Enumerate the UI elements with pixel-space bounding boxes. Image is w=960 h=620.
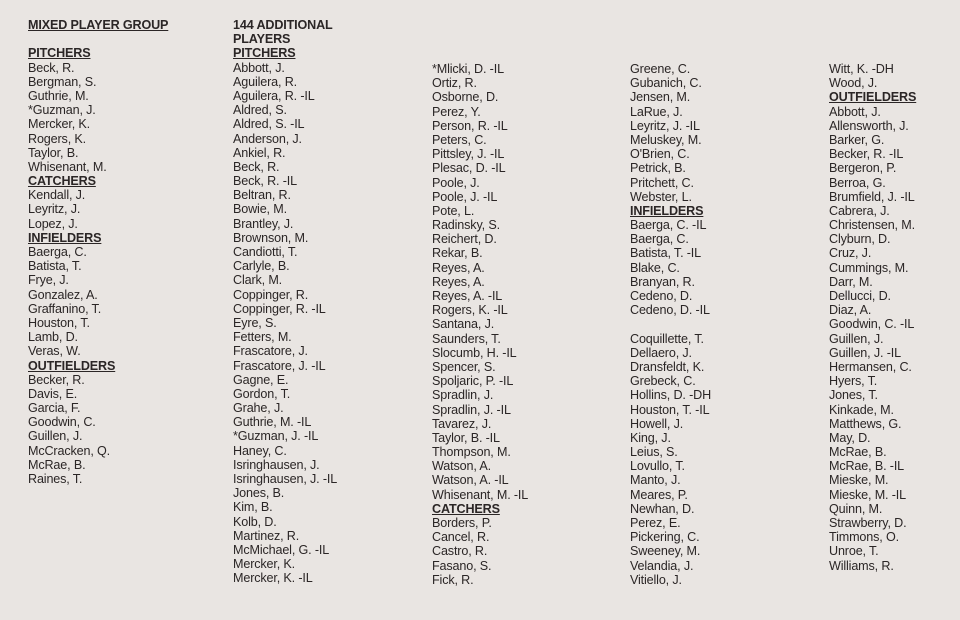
player-name: McRae, B. -IL — [829, 459, 905, 474]
player-name: Beck, R. — [233, 159, 280, 174]
player-name: Haney, C. — [233, 443, 287, 458]
player-name: Frye, J. — [28, 273, 69, 288]
player-name: Matthews, G. — [829, 416, 902, 431]
player-name: Frascatore, J. — [233, 344, 308, 359]
player-name: Dellaero, J. — [630, 345, 692, 360]
player-name: Williams, R. — [829, 558, 894, 573]
player-name: Dellucci, D. — [829, 289, 891, 303]
player-name: Cabrera, J. — [829, 203, 890, 218]
player-name: Abbott, J. — [829, 104, 881, 119]
player-name: Watson, A. — [432, 459, 491, 474]
player-name: Pote, L. — [432, 203, 475, 218]
player-name: Batista, T. -IL — [630, 246, 702, 261]
player-name: Becker, R. — [28, 372, 85, 387]
player-name: Pittsley, J. -IL — [432, 147, 505, 162]
player-name: Bergeron, P. — [829, 161, 897, 176]
player-name: King, J. — [630, 430, 671, 445]
player-name: Anderson, J. — [233, 131, 302, 146]
player-name: Guillen, J. — [829, 331, 884, 346]
player-name: Whisenant, M. — [28, 159, 107, 174]
player-name: Reyes, A. -IL — [432, 289, 503, 303]
player-name: Rekar, B. — [432, 246, 483, 261]
player-name: Saunders, T. — [432, 331, 501, 346]
group-title: PLAYERS — [233, 32, 291, 47]
player-name: Osborne, D. — [432, 90, 499, 105]
player-name: Abbott, J. — [233, 60, 285, 75]
player-name: Sweeney, M. — [630, 544, 701, 559]
spacer — [630, 317, 711, 331]
player-name: Kendall, J. — [28, 188, 86, 203]
player-name: Webster, L. — [630, 189, 692, 204]
player-name: Cummings, M. — [829, 260, 909, 275]
additional-players-column-3 — [630, 62, 711, 587]
section-heading: OUTFIELDERS — [28, 358, 116, 373]
player-name: Beck, R. — [28, 60, 75, 75]
additional-players-column-4 — [829, 62, 916, 573]
player-name: Davis, E. — [28, 386, 78, 401]
player-name: Coppinger, R. — [233, 287, 309, 302]
player-name: Hollins, D. -DH — [630, 388, 712, 403]
player-name: Isringhausen, J. — [233, 457, 320, 472]
player-name: Cedeno, D. — [630, 289, 693, 303]
player-name: Lamb, D. — [28, 330, 78, 345]
player-name: Clark, M. — [233, 273, 283, 288]
player-name: Pritchett, C. — [630, 175, 694, 190]
player-name: Isringhausen, J. -IL — [233, 472, 338, 486]
section-heading: PITCHERS — [233, 46, 296, 61]
player-name: Reichert, D. — [432, 232, 497, 247]
player-name: Fasano, S. — [432, 558, 492, 573]
player-name: Brantley, J. — [233, 216, 294, 231]
player-name: Eyre, S. — [233, 315, 277, 330]
player-name: Castro, R. — [432, 544, 488, 559]
player-name: Leyritz, J. — [28, 202, 81, 217]
player-name: Guillen, J. -IL — [829, 345, 901, 360]
player-name: Martinez, R. — [233, 528, 300, 543]
player-name: McCracken, Q. — [28, 443, 111, 458]
player-name: Christensen, M. — [829, 218, 915, 233]
player-name: Meares, P. — [630, 487, 688, 502]
section-heading: PITCHERS — [28, 46, 91, 61]
player-name: Aldred, S. -IL — [233, 117, 305, 132]
player-name: Bowie, M. — [233, 202, 287, 217]
player-name: Barker, G. — [829, 132, 885, 147]
player-name: Unroe, T. — [829, 544, 879, 559]
player-name: Howell, J. — [630, 416, 684, 431]
section-heading: CATCHERS — [28, 174, 96, 189]
player-name: Beltran, R. — [233, 188, 291, 203]
player-name: Baerga, C. — [28, 245, 87, 259]
player-name: Cedeno, D. -IL — [630, 303, 710, 318]
player-name: Houston, T. — [28, 315, 90, 330]
player-name: Jones, T. — [829, 388, 878, 403]
player-name: Dransfeldt, K. — [630, 359, 705, 374]
player-name: Jones, B. — [233, 486, 285, 501]
player-name: Radinsky, S. — [432, 218, 500, 233]
player-name: Cruz, J. — [829, 246, 872, 261]
player-name: Batista, T. — [28, 259, 82, 274]
additional-players-column-2 — [432, 62, 528, 587]
player-name: Greene, C. — [630, 62, 691, 76]
player-name: McRae, B. — [28, 457, 86, 472]
player-name: Watson, A. -IL — [432, 473, 509, 488]
player-name: Goodwin, C. — [28, 415, 96, 430]
player-name: Slocumb, H. -IL — [432, 345, 517, 360]
player-name: Garcia, F. — [28, 401, 81, 416]
player-name: Aguilera, R. — [233, 74, 297, 89]
player-name: Brownson, M. — [233, 230, 309, 245]
player-name: Brumfield, J. -IL — [829, 189, 915, 204]
player-name: McRae, B. — [829, 445, 887, 460]
player-name: Mieske, M. -IL — [829, 487, 906, 502]
player-name: Plesac, D. -IL — [432, 161, 506, 176]
player-name: Graffanino, T. — [28, 301, 102, 316]
player-name: Blake, C. — [630, 260, 680, 275]
player-name: Hermansen, C. — [829, 359, 912, 374]
section-heading: INFIELDERS — [28, 230, 102, 245]
player-name: Mieske, M. — [829, 473, 889, 488]
player-name: Candiotti, T. — [233, 245, 298, 259]
player-name: *Mlicki, D. -IL — [432, 62, 504, 76]
player-name: Lopez, J. — [28, 216, 78, 231]
player-name: LaRue, J. — [630, 104, 683, 119]
player-name: Strawberry, D. — [829, 516, 907, 530]
player-name: Branyan, R. — [630, 274, 695, 289]
player-name: Gonzalez, A. — [28, 287, 98, 302]
player-name: Newhan, D. — [630, 501, 695, 516]
player-name: Houston, T. -IL — [630, 402, 710, 417]
player-name: Quinn, M. — [829, 501, 883, 516]
player-name: Aldred, S. — [233, 103, 287, 118]
player-name: Cancel, R. — [432, 530, 490, 545]
player-name: Reyes, A. — [432, 260, 485, 275]
player-name: Beck, R. -IL — [233, 174, 297, 189]
section-heading: MIXED PLAYER GROUP — [28, 18, 169, 32]
player-name: Jensen, M. — [630, 90, 691, 105]
player-name: Kolb, D. — [233, 514, 277, 529]
player-name: Taylor, B. -IL — [432, 430, 500, 445]
player-name: Rogers, K. — [28, 131, 86, 146]
player-name: Coquillette, T. — [630, 331, 704, 346]
player-name: Becker, R. -IL — [829, 147, 904, 162]
player-name: *Guzman, J. -IL — [233, 429, 319, 444]
player-name: Rogers, K. -IL — [432, 303, 508, 318]
section-heading: OUTFIELDERS — [829, 90, 917, 105]
player-name: McMichael, G. -IL — [233, 542, 330, 557]
player-name: Berroa, G. — [829, 175, 886, 190]
player-name: Witt, K. -DH — [829, 62, 894, 76]
player-name: Gordon, T. — [233, 386, 291, 401]
player-name: Gubanich, C. — [630, 76, 702, 91]
additional-players-column-1 — [233, 18, 337, 586]
player-name: Mercker, K. — [28, 117, 91, 132]
player-name: Thompson, M. — [432, 445, 511, 460]
player-name: Coppinger, R. -IL — [233, 301, 326, 316]
player-name: Frascatore, J. -IL — [233, 358, 326, 373]
player-name: Taylor, B. — [28, 145, 79, 160]
player-name: Lovullo, T. — [630, 459, 685, 474]
player-name: Fetters, M. — [233, 330, 292, 345]
player-name: Mercker, K. — [233, 557, 296, 572]
player-name: Baerga, C. -IL — [630, 218, 707, 233]
player-name: Spradlin, J. — [432, 388, 494, 403]
player-name: Tavarez, J. — [432, 416, 492, 431]
player-name: Raines, T. — [28, 472, 83, 486]
player-name: Carlyle, B. — [233, 259, 290, 274]
player-name: Kim, B. — [233, 500, 273, 515]
player-name: Ortiz, R. — [432, 76, 477, 91]
player-name: Pickering, C. — [630, 530, 700, 545]
player-name: Poole, J. -IL — [432, 189, 498, 204]
player-name: Santana, J. — [432, 317, 495, 332]
player-name: Vitiello, J. — [630, 572, 682, 587]
section-heading: CATCHERS — [432, 501, 500, 516]
player-name: Meluskey, M. — [630, 132, 702, 147]
player-name: Spradlin, J. -IL — [432, 402, 511, 417]
player-name: Darr, M. — [829, 274, 873, 289]
player-name: Guillen, J. — [28, 429, 83, 444]
player-name: Peters, C. — [432, 132, 487, 147]
player-name: Leyritz, J. -IL — [630, 118, 700, 133]
player-name: Perez, E. — [630, 516, 681, 530]
player-name: Mercker, K. -IL — [233, 571, 313, 586]
player-name: Perez, Y. — [432, 104, 481, 119]
mixed-player-group-column — [28, 18, 168, 486]
player-name: Diaz, A. — [829, 303, 872, 318]
player-name: Grahe, J. — [233, 401, 284, 416]
player-name: Goodwin, C. -IL — [829, 317, 915, 332]
player-name: Reyes, A. — [432, 274, 485, 289]
player-name: Guthrie, M. — [28, 88, 89, 103]
player-name: Leius, S. — [630, 445, 678, 460]
player-name: Baerga, C. — [630, 232, 689, 247]
player-name: Guthrie, M. -IL — [233, 415, 312, 430]
player-name: Grebeck, C. — [630, 374, 696, 389]
player-name: Velandia, J. — [630, 558, 694, 573]
player-name: Whisenant, M. -IL — [432, 487, 529, 502]
player-name: Timmons, O. — [829, 530, 899, 545]
player-name: Poole, J. — [432, 175, 480, 190]
group-title: 144 ADDITIONAL — [233, 18, 333, 32]
player-name: Gagne, E. — [233, 372, 289, 387]
player-name: Fick, R. — [432, 572, 474, 587]
spacer — [28, 32, 168, 46]
player-name: O'Brien, C. — [630, 147, 690, 162]
section-heading: INFIELDERS — [630, 203, 704, 218]
player-name: Ankiel, R. — [233, 145, 286, 160]
player-name: Kinkade, M. — [829, 402, 894, 417]
player-name: Veras, W. — [28, 344, 81, 359]
player-name: Person, R. -IL — [432, 118, 508, 133]
player-name: Clyburn, D. — [829, 232, 891, 247]
player-name: *Guzman, J. — [28, 103, 96, 118]
player-name: Bergman, S. — [28, 74, 97, 89]
player-name: May, D. — [829, 430, 871, 445]
player-name: Manto, J. — [630, 473, 681, 488]
player-name: Hyers, T. — [829, 374, 878, 389]
player-name: Spencer, S. — [432, 359, 496, 374]
player-name: Borders, P. — [432, 516, 492, 530]
player-name: Aguilera, R. -IL — [233, 88, 315, 103]
player-name: Petrick, B. — [630, 161, 686, 176]
player-name: Allensworth, J. — [829, 118, 909, 133]
player-name: Wood, J. — [829, 76, 878, 91]
player-name: Spoljaric, P. -IL — [432, 374, 514, 389]
